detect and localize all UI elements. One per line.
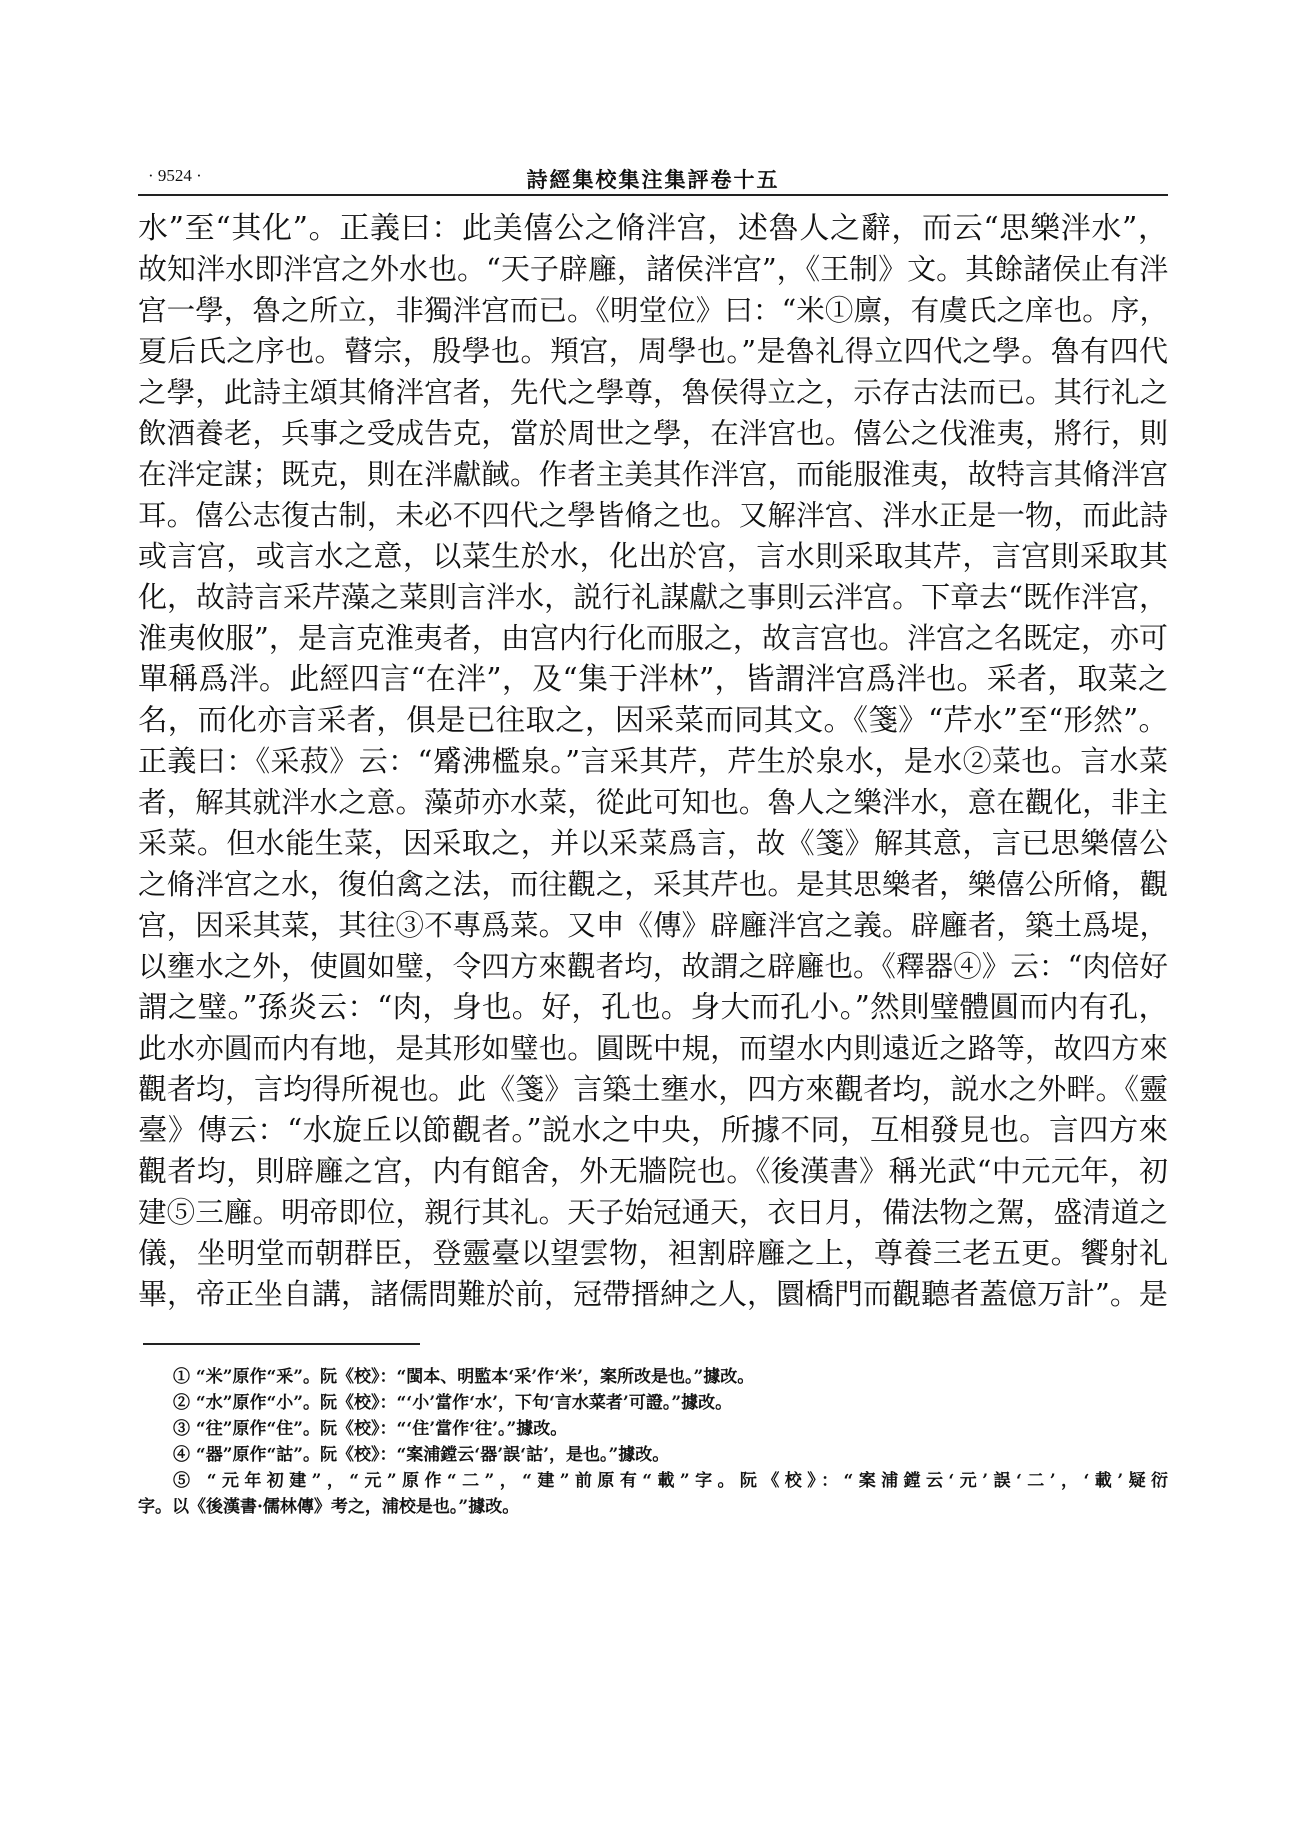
- body-line: 之脩泮宫之水，復伯禽之法，而往觀之，采其芹也。是其思樂者，樂僖公所脩，觀: [138, 868, 1168, 901]
- footnote-rule: [143, 1343, 420, 1345]
- body-line: 或言宫，或言水之意，以菜生於水，化出於宫，言水則采取其芹，言宫則采取其: [138, 539, 1168, 573]
- body-line: 化，故詩言采芹藻之菜則言泮水，説行礼謀獻之事則云泮宫。下章去“既作泮宫，: [138, 580, 1168, 614]
- body-line: 儀，坐明堂而朝群臣，登靈臺以望雲物，袒割辟廱之上，尊養三老五更。饗射礼: [138, 1236, 1168, 1270]
- footnote-5: ⑤ “元年初建”，“元”原作“二”，“建”前原有“載”字。阮《校》：“案浦鏜云‘元’誤‘二’，‘載’疑衍: [173, 1471, 1168, 1491]
- body-line: 觀者均，言均得所視也。此《箋》言築土壅水，四方來觀者均，説水之外畔。《靈: [138, 1072, 1168, 1106]
- body-line: 以壅水之外，使圓如璧，令四方來觀者均，故謂之辟廱也。《釋器④》云：“肉倍好: [138, 950, 1168, 983]
- body-line: 采菜。但水能生菜，因采取之，并以采菜爲言，故《箋》解其意，言已思樂僖公: [138, 826, 1168, 860]
- body-line: 耳。僖公志復古制，未必不四代之學皆脩之也。又解泮宫、泮水正是一物，而此詩: [138, 499, 1168, 532]
- body-line: 夏后氏之序也。瞽宗，殷學也。頖宫，周學也。”是魯礼得立四代之學。魯有四代: [138, 334, 1168, 368]
- body-line: 建⑤三廱。明帝即位，親行其礼。天子始冠通天，衣日月，備法物之駕，盛清道之: [138, 1196, 1168, 1229]
- page-number: · 9524 ·: [148, 166, 202, 185]
- body-line: 單稱爲泮。此經四言“在泮”，及“集于泮林”，皆謂泮宫爲泮也。采者，取菜之: [138, 662, 1168, 697]
- footnote-4: ④ “器”原作“詁”。阮《校》：“案浦鏜云‘器’誤‘詁’，是也。”據改。: [173, 1445, 670, 1465]
- footnote-5-continued: 字。以《後漢書·儒林傳》考之，浦校是也。”據改。: [138, 1497, 520, 1517]
- footnote-1: ① “米”原作“釆”。阮《校》：“閩本、明監本‘采’作‘米’，案所改是也。”據改。: [173, 1367, 755, 1387]
- header-rule: [138, 194, 1168, 196]
- footnote-3: ③ “往”原作“住”。阮《校》：“‘住’當作‘往’。”據改。: [173, 1419, 568, 1439]
- running-title: 詩經集校集注集評卷十五: [526, 167, 780, 192]
- body-line: 在泮定謀；既克，則在泮獻馘。作者主美其作泮宫，而能服淮夷，故特言其脩泮宫: [138, 458, 1168, 491]
- body-line: 飲酒養老，兵事之受成告克，當於周世之學，在泮宫也。僖公之伐淮夷，將行，則: [138, 417, 1168, 450]
- body-line: 淮夷攸服”，是言克淮夷者，由宫内行化而服之，故言宫也。泮宫之名既定，亦可: [138, 621, 1168, 655]
- footnotes: [138, 1364, 1168, 1520]
- body-text: [138, 208, 1168, 1315]
- body-line: 宫，因采其菜，其往③不專爲菜。又申《傳》辟廱泮宫之義。辟廱者，築土爲堤，: [138, 909, 1168, 942]
- body-line: 故知泮水即泮宫之外水也。“天子辟廱，諸侯泮宫”，《王制》文。其餘諸侯止有泮: [138, 252, 1169, 286]
- body-line: 名，而化亦言采者，俱是已往取之，因采菜而同其文。《箋》“芹水”至“形然”。: [138, 703, 1168, 737]
- body-line: 觀者均，則辟廱之宫，内有館舍，外无牆院也。《後漢書》稱光武“中元元年，初: [138, 1154, 1168, 1188]
- body-line: 臺》傳云：“水旋丘以節觀者。”説水之中央，所據不同，互相發見也。言四方來: [138, 1113, 1168, 1147]
- footnote-2: ② “水”原作“小”。阮《校》：“‘小’當作‘水’，下句‘言水菜者’可證。”據改。: [173, 1393, 733, 1413]
- body-line: 宫一學，魯之所立，非獨泮宫而已。《明堂位》曰：“米①廪，有虞氏之庠也。序，: [138, 294, 1168, 327]
- body-line: 謂之璧。”孫炎云：“肉，身也。好，孔也。身大而孔小。”然則璧體圓而内有孔，: [138, 990, 1168, 1024]
- body-line: 正義曰：《采菽》云：“觱沸檻泉。”言采其芹，芹生於泉水，是水②菜也。言水菜: [138, 744, 1168, 778]
- body-line: 之學，此詩主頌其脩泮宫者，先代之學尊，魯侯得立之，示存古法而已。其行礼之: [138, 376, 1168, 409]
- body-line: 者，解其就泮水之意。藻茆亦水菜，從此可知也。魯人之樂泮水，意在觀化，非主: [138, 786, 1168, 819]
- body-line: 畢，帝正坐自講，諸儒問難於前，冠帶搢紳之人，圜橋門而觀聽者蓋億万計”。是: [138, 1277, 1168, 1311]
- body-line: 此水亦圓而内有地，是其形如璧也。圓既中規，而望水内則遠近之路等，故四方來: [138, 1032, 1168, 1065]
- body-line: 水”至“其化”。正義曰：此美僖公之脩泮宫，述魯人之辭，而云“思樂泮水”，: [138, 211, 1168, 246]
